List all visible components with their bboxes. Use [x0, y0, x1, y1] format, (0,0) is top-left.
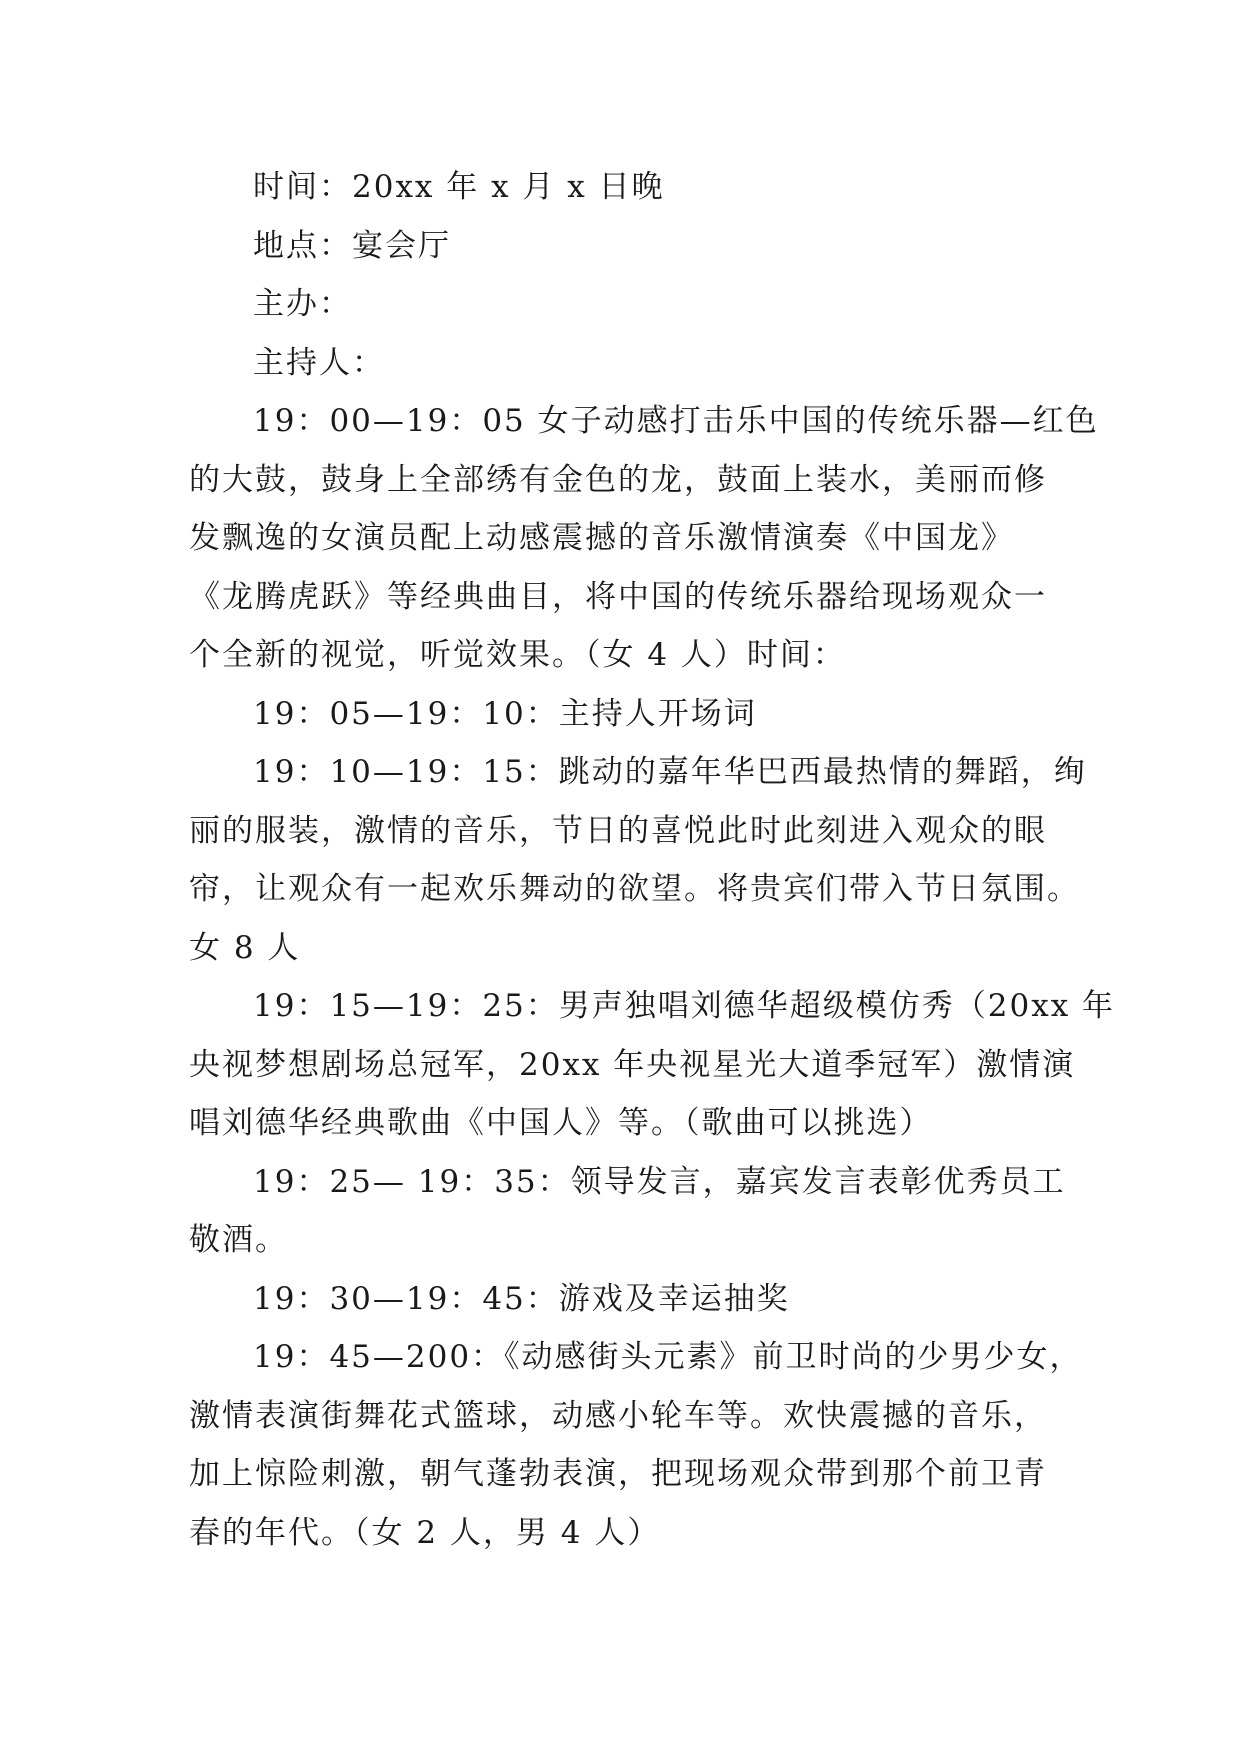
paragraph-line: 个全新的视觉，听觉效果。（女 4 人）时间：: [189, 637, 846, 673]
paragraph: [189, 743, 1087, 977]
paragraph: [189, 977, 1116, 1153]
paragraph: [189, 217, 1055, 276]
paragraph-line: 央视梦想剧场总冠军，20xx 年央视星光大道季冠军）激情演: [189, 1046, 1076, 1083]
paragraph-first-line: 主办：: [253, 286, 352, 322]
paragraph-first-line: 19：00—19：05 女子动感打击乐中国的传统乐器—红色: [253, 403, 1099, 439]
paragraph-first-line: 19：15—19：25：男声独唱刘德华超级模仿秀（20xx 年: [253, 988, 1116, 1024]
paragraph-first-line: 主持人：: [253, 344, 385, 381]
paragraph-first-line: 地点：宴会厅: [253, 227, 451, 264]
paragraph: [189, 158, 1055, 217]
paragraph-line: 唱刘德华经典歌曲《中国人》等。（歌曲可以挑选）: [189, 1105, 933, 1141]
paragraph-first-line: 19：45—200：《动感街头元素》前卫时尚的少男少女，: [253, 1339, 1083, 1375]
paragraph: [189, 334, 1055, 393]
paragraph-line: 加上惊险刺激，朝气蓬勃表演，把现场观众带到那个前卫青: [189, 1456, 1047, 1492]
paragraph: [189, 1328, 1083, 1562]
paragraph: [189, 275, 1055, 334]
paragraph-line: 丽的服装，激情的音乐，节日的喜悦此时此刻进入观众的眼: [189, 812, 1047, 849]
paragraph: [189, 1270, 1055, 1329]
paragraph-first-line: 19：10—19：15：跳动的嘉年华巴西最热情的舞蹈，绚: [253, 754, 1087, 790]
paragraph: [189, 685, 1055, 744]
paragraph: [189, 392, 1099, 685]
paragraph: [189, 1153, 1066, 1270]
paragraph-line: 春的年代。（女 2 人，男 4 人）: [189, 1514, 661, 1551]
paragraph-line: 激情表演街舞花式篮球，动感小轮车等。欢快震撼的音乐，: [189, 1397, 1047, 1434]
paragraph-first-line: 时间：20xx 年 x 月 x 日晚: [253, 169, 665, 205]
document-body: [189, 158, 1116, 1562]
paragraph-first-line: 19：30—19：45：游戏及幸运抽奖: [253, 1280, 790, 1317]
paragraph-first-line: 19：05—19：10：主持人开场词: [253, 695, 757, 732]
paragraph-first-line: 19：25— 19：35：领导发言，嘉宾发言表彰优秀员工: [253, 1163, 1066, 1200]
paragraph-line: 女 8 人: [189, 929, 301, 966]
paragraph-line: 帘，让观众有一起欢乐舞动的欲望。将贵宾们带入节日氛围。: [189, 871, 1080, 907]
paragraph-line: 敬酒。: [189, 1222, 288, 1258]
paragraph-line: 发飘逸的女演员配上动感震撼的音乐激情演奏《中国龙》: [189, 520, 1014, 556]
paragraph-line: 《龙腾虎跃》等经典曲目，将中国的传统乐器给现场观众一: [189, 578, 1047, 615]
paragraph-line: 的大鼓，鼓身上全部绣有金色的龙，鼓面上装水，美丽而修: [189, 461, 1047, 498]
